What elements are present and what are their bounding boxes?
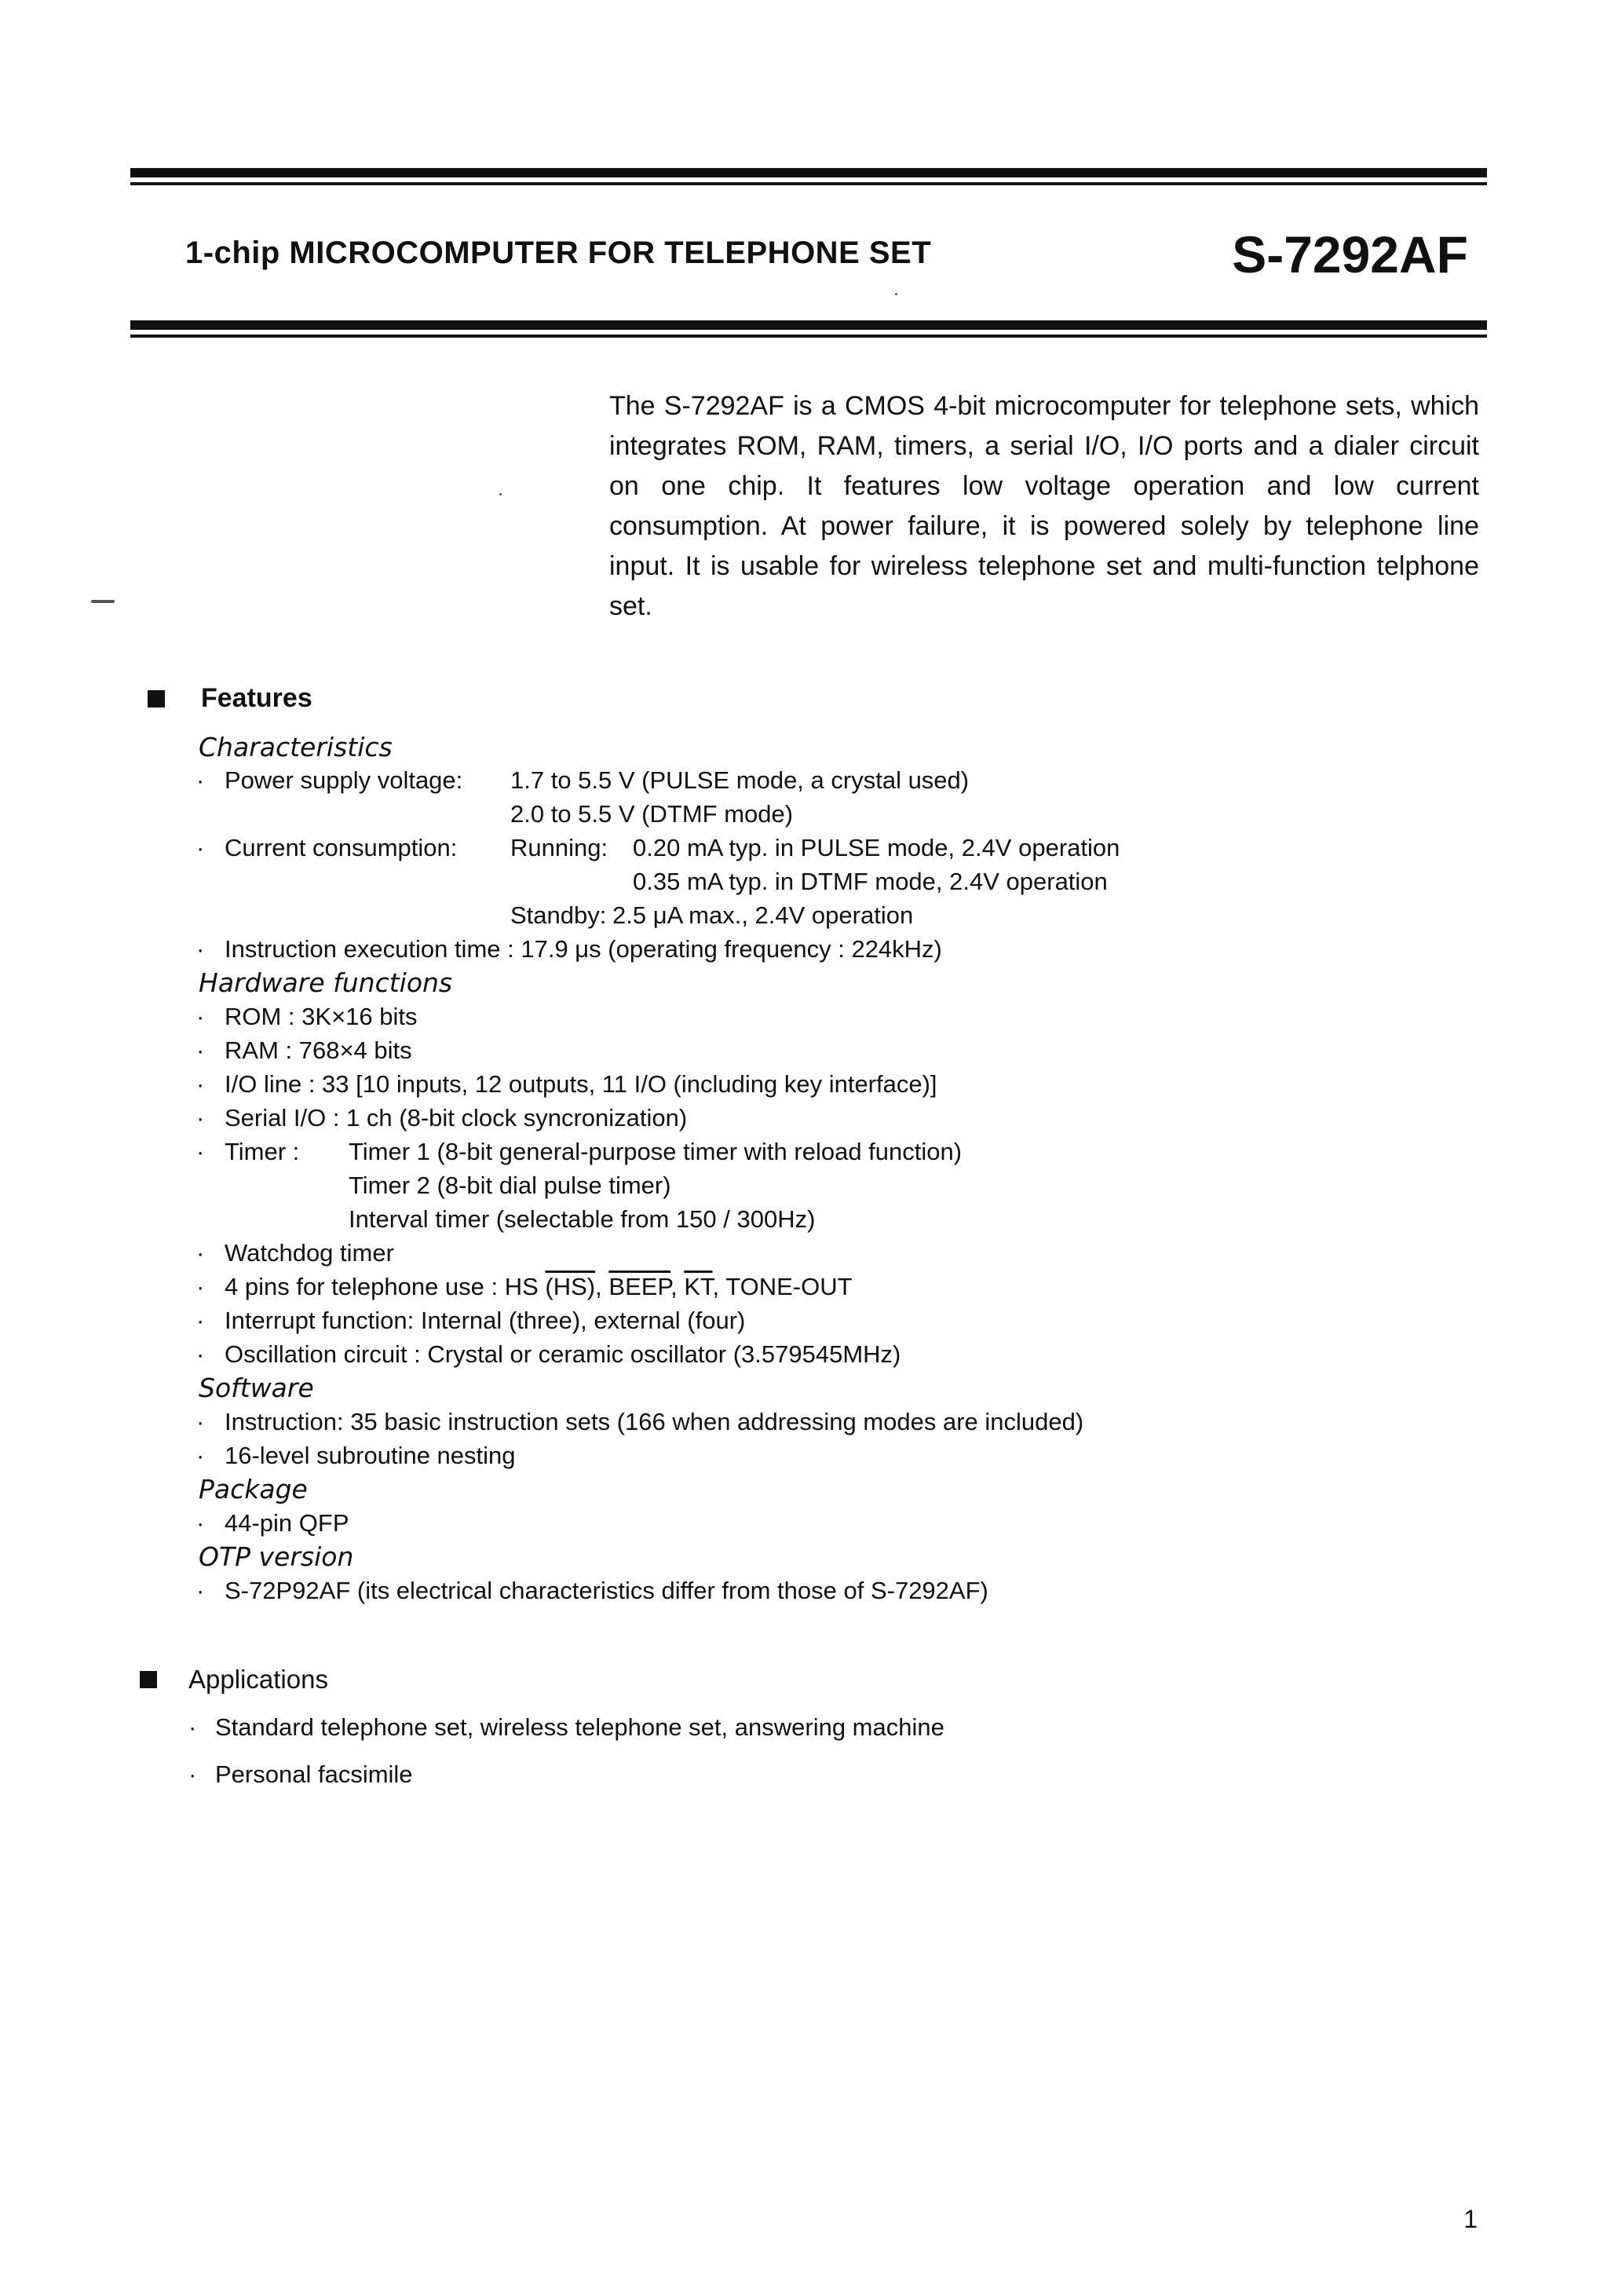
timer-1: Timer 1 (8-bit general-purpose timer with reload function): [349, 1138, 963, 1165]
application-item-2: Personal facsimile: [215, 1760, 413, 1788]
bullet: ·: [188, 1713, 197, 1741]
timer-2: Timer 2 (8-bit dial pulse timer): [349, 1172, 671, 1199]
pins-prefix: 4 pins for telephone use : HS: [225, 1273, 546, 1300]
instruction-set: Instruction: 35 basic instruction sets (166 when addressing modes are included): [225, 1408, 1084, 1435]
bullet: ·: [196, 935, 205, 963]
package-type: 44-pin QFP: [225, 1509, 349, 1537]
bullet: ·: [188, 1760, 197, 1788]
bullet: ·: [196, 1036, 205, 1064]
power-supply-label: Power supply voltage:: [225, 766, 463, 794]
bullet: ·: [196, 1577, 205, 1604]
characteristics-heading: Characteristics: [199, 732, 393, 762]
scan-speck: [895, 293, 897, 295]
hardware-heading: Hardware functions: [199, 967, 453, 998]
current-consumption-label: Current consumption:: [225, 834, 458, 861]
running-label: Running:: [510, 834, 608, 861]
document-title: 1-chip MICROCOMPUTER FOR TELEPHONE SET: [185, 236, 932, 270]
running-value-1: 0.20 mA typ. in PULSE mode, 2.4V operation: [633, 834, 1120, 861]
bullet: ·: [196, 834, 205, 861]
pin-hs-inverted: (HS): [545, 1273, 596, 1300]
power-supply-value-1: 1.7 to 5.5 V (PULSE mode, a crystal used): [510, 766, 970, 794]
timer-label: Timer :: [225, 1138, 300, 1165]
io-line-spec: I/O line : 33 [10 inputs, 12 outputs, 11 I/O (including key interface)]: [225, 1070, 937, 1098]
applications-heading: Applications: [188, 1665, 328, 1694]
bullet: ·: [196, 1408, 205, 1435]
interval-timer: Interval timer (selectable from 150 / 300Hz): [349, 1205, 816, 1233]
ram-spec: RAM : 768×4 bits: [225, 1036, 412, 1064]
applications-section-marker: [140, 1671, 157, 1688]
oscillation-circuit: Oscillation circuit : Crystal or ceramic oscillator (3.579545MHz): [225, 1340, 901, 1368]
standby-label: Standby:: [510, 901, 607, 929]
rom-spec: ROM : 3K×16 bits: [225, 1003, 418, 1030]
telephone-pins: [225, 1273, 853, 1301]
intro-paragraph: The S-7292AF is a CMOS 4-bit microcomputer for telephone sets, which integrates ROM, RAM, timers, a serial I/O, I/O ports and a dialer circuit on one chip. It features low voltage operation and low current consumption. At power failure, it is powered solely by telephone line input. It is usable for wireless telephone set and multi-function telphone set.: [609, 391, 1479, 621]
separator: ,: [712, 1273, 720, 1300]
application-item-1: Standard telephone set, wireless telephone set, answering machine: [215, 1713, 944, 1741]
serial-io-spec: Serial I/O : 1 ch (8-bit clock syncronization): [225, 1104, 688, 1132]
bullet: ·: [196, 1239, 205, 1267]
features-section-marker: [148, 690, 165, 707]
bullet: ·: [196, 1070, 205, 1098]
watchdog-timer: Watchdog timer: [225, 1239, 394, 1267]
pin-beep: BEEP: [608, 1273, 671, 1300]
otp-note: S-72P92AF (its electrical characteristics differ from those of S-7292AF): [225, 1577, 988, 1604]
bullet: ·: [196, 1138, 205, 1165]
header-bottom-rule-thick: [130, 320, 1487, 330]
interrupt-function: Interrupt function: Internal (three), external (four): [225, 1307, 746, 1334]
power-supply-value-2: 2.0 to 5.5 V (DTMF mode): [510, 800, 794, 828]
features-heading: Features: [201, 683, 312, 713]
bullet: ·: [196, 1340, 205, 1368]
separator: ,: [595, 1273, 602, 1300]
pin-kt: $\overline{KT}$: [684, 1273, 713, 1300]
bullet: ·: [196, 1509, 205, 1537]
execution-time: Instruction execution time : 17.9 μs (operating frequency : 224kHz): [225, 935, 942, 963]
header-top-rule-thin: [130, 182, 1487, 185]
page-number: 1: [1463, 2205, 1478, 2233]
header-bottom-rule-thin: [130, 335, 1487, 338]
bullet: ·: [196, 1273, 205, 1300]
bullet: ·: [196, 766, 205, 794]
bullet: ·: [196, 1003, 205, 1030]
standby-value: 2.5 μA max., 2.4V operation: [612, 901, 914, 929]
bullet: ·: [196, 1104, 205, 1132]
header-top-rule-thick: [130, 168, 1487, 177]
scan-speck: [499, 493, 502, 495]
separator: ,: [670, 1273, 678, 1300]
scan-mark: [91, 600, 115, 603]
otp-heading: OTP version: [199, 1541, 354, 1572]
part-number: S-7292AF: [1232, 225, 1468, 283]
subroutine-nesting: 16-level subroutine nesting: [225, 1442, 516, 1469]
running-value-2: 0.35 mA typ. in DTMF mode, 2.4V operation: [633, 868, 1108, 895]
bullet: ·: [196, 1307, 205, 1334]
software-heading: Software: [199, 1373, 314, 1403]
pin-tone-out: TONE-OUT: [725, 1273, 853, 1300]
package-heading: Package: [199, 1474, 308, 1504]
bullet: ·: [196, 1442, 205, 1469]
